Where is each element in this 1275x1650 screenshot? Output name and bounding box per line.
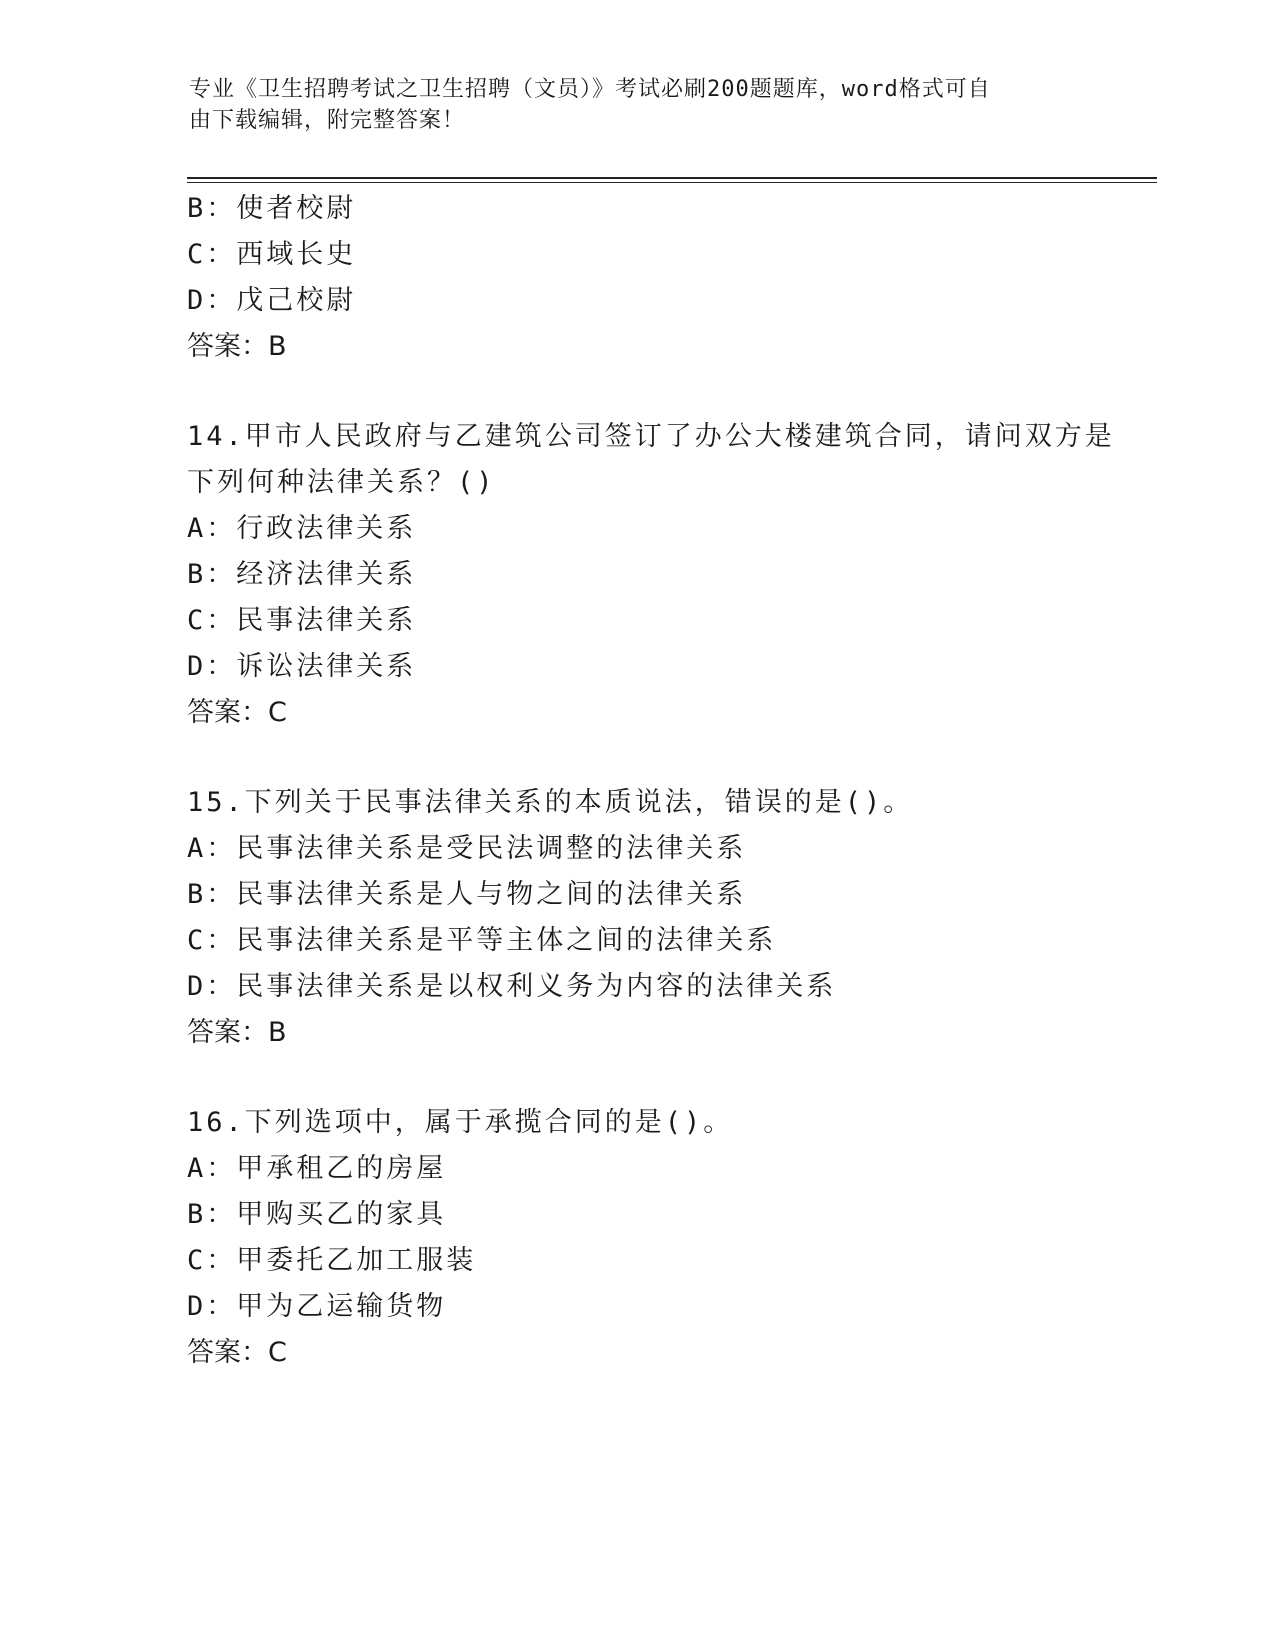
option-d: D：甲为乙运输货物 [187,1291,447,1322]
option-a: A：行政法律关系 [187,513,417,544]
question-14 [187,414,1147,736]
option-d: D：民事法律关系是以权利义务为内容的法律关系 [187,971,837,1002]
answer-line: 答案：B [187,1017,287,1048]
option-c: C：甲委托乙加工服装 [187,1245,477,1276]
option-a: A：甲承租乙的房屋 [187,1153,447,1184]
option-d: D：戊己校尉 [187,285,357,316]
question-stem-line: 16.下列选项中，属于承揽合同的是()。 [187,1107,734,1138]
header-line-1: 专业《卫生招聘考试之卫生招聘（文员）》考试必刷200题题库，word格式可自 [189,77,991,102]
option-c: C：民事法律关系 [187,605,417,636]
option-d: D：诉讼法律关系 [187,651,417,682]
option-b: B：甲购买乙的家具 [187,1199,447,1230]
question-15 [187,780,1147,1056]
option-c: C：民事法律关系是平等主体之间的法律关系 [187,925,777,956]
question-stem-line: 14.甲市人民政府与乙建筑公司签订了办公大楼建筑合同，请问双方是 [187,421,1115,452]
question-16 [187,1100,1147,1376]
answer-line: 答案：C [187,697,287,728]
question-13-continued [187,186,1147,370]
header-line-2: 由下载编辑，附完整答案！ [189,108,466,133]
option-c: C：西域长史 [187,239,357,270]
option-a: A：民事法律关系是受民法调整的法律关系 [187,833,747,864]
option-b: B：使者校尉 [187,193,357,224]
answer-line: 答案：C [187,1337,287,1368]
header-divider-thin [187,182,1157,183]
document-header [189,74,1089,136]
option-b: B：民事法律关系是人与物之间的法律关系 [187,879,747,910]
question-list [187,186,1147,1376]
question-stem-line: 下列何种法律关系？() [187,467,496,498]
spacer [187,370,1147,414]
answer-line: 答案：B [187,331,287,362]
header-divider-thick [187,177,1157,179]
question-stem-line: 15.下列关于民事法律关系的本质说法，错误的是()。 [187,787,914,818]
spacer [187,736,1147,780]
spacer [187,1056,1147,1100]
option-b: B：经济法律关系 [187,559,417,590]
